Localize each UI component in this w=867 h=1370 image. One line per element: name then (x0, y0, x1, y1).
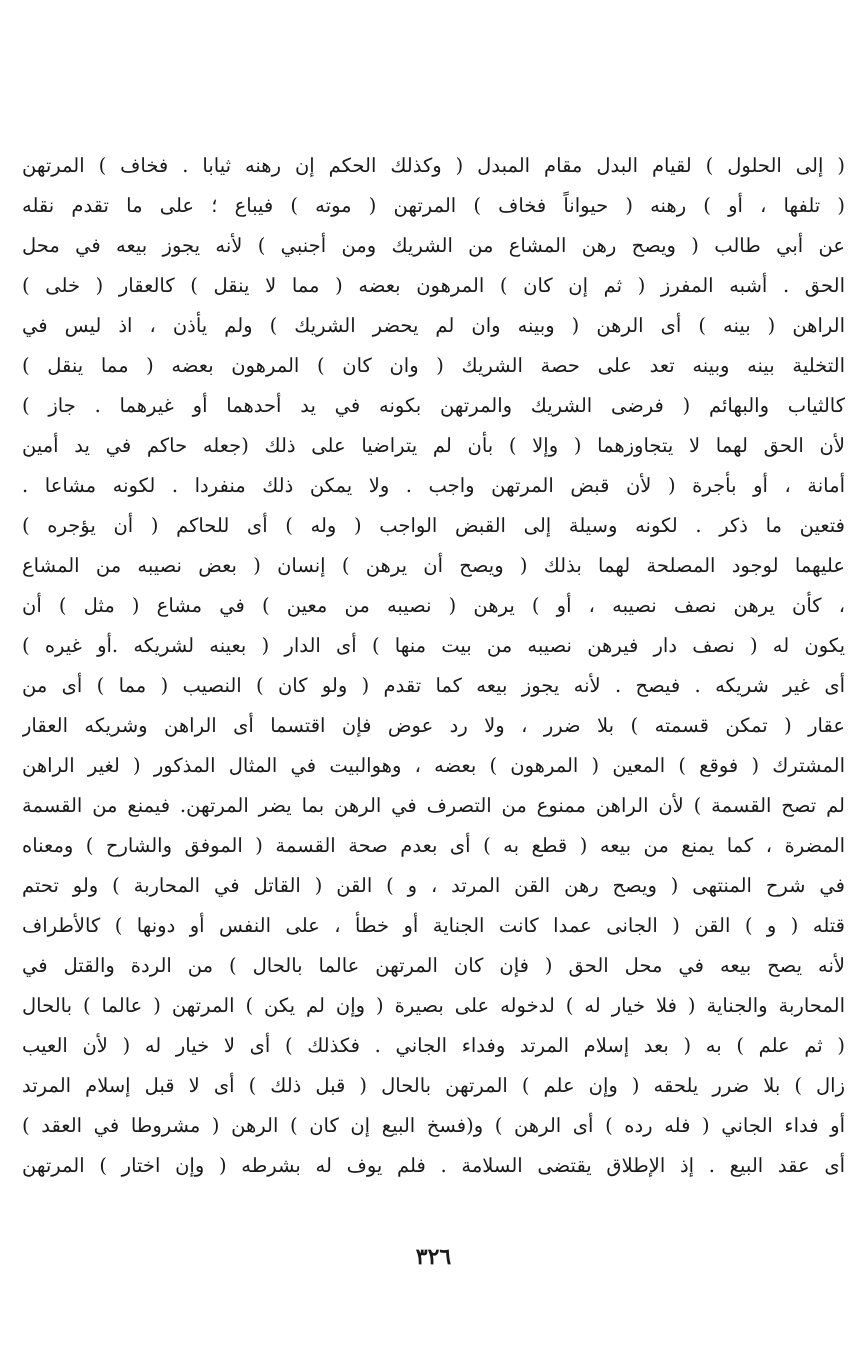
text-line: التخلية بينه وبينه تعد على حصة الشريك ( وان كان ) المرهون بعضه ( مما ينقل ) (22, 354, 845, 377)
text-line: يكون له ( نصف دار فيرهن نصيبه من بيت منها ) أى الدار ( بعينه لشريكه .أو غيره ) (22, 634, 845, 657)
text-line: زال ) بلا ضرر يلحقه ( وإن علم ) المرتهن بالحال ( قبل ذلك ) أى لا قبل إسلام المرتد (22, 1074, 845, 1097)
body-text (22, 146, 845, 1186)
text-line: لأن الحق لهما لا يتجاوزهما ( وإلا ) بأن لم يتراضيا على ذلك (جعله حاكم في يد أمين (22, 434, 845, 457)
text-line: عقار ( تمكن قسمته ) بلا ضرر ، ولا رد عوض فإن اقتسما أى الراهن وشريكه العقار (22, 714, 845, 737)
text-line: ( تلفها ، أو ) رهنه ( حيواناً فخاف ) المرتهن ( موته ) فيباع ؛ على ما تقدم نقله (22, 194, 845, 217)
text-line: فتعين ما ذكر . لكونه وسيلة إلى القبض الواجب ( وله ) أى للحاكم ( أن يؤجره ) (22, 514, 845, 537)
text-line: المشترك ( فوقع ) المعين ( المرهون ) بعضه ، وهوالبيت في المثال المذكور ( لغير الراهن (22, 754, 845, 777)
text-line: قتله ( و ) القن ( الجانى عمدا كانت الجناية أو خطأ ، على النفس أو دونها ) كالأطراف (22, 914, 845, 937)
text-line: عن أبي طالب ( ويصح رهن المشاع من الشريك ومن أجنبي ) لأنه يجوز بيعه في محل (22, 234, 845, 257)
text-line: أى عقد البيع . إذ الإطلاق يقتضى السلامة . فلم يوف له بشرطه ( وإن اختار ) المرتهن (22, 1154, 845, 1177)
text-line: أو فداء الجاني ( فله رده ) أى الرهن ) و(فسخ البيع إن كان ) الرهن ( مشروطا في العقد ) (22, 1114, 845, 1137)
text-line: أمانة ، أو بأجرة ( لأن قبض المرتهن واجب . ولا يمكن ذلك منفردا . لكونه مشاعا . (22, 474, 845, 497)
text-line: عليهما لوجود المصلحة لهما بذلك ( ويصح أن يرهن ) إنسان ( بعض نصيبه من المشاع (22, 554, 845, 577)
text-line: ، كأن يرهن نصف نصيبه ، أو ) يرهن ( نصيبه من معين ) في مشاع ( مثل ) أن (22, 594, 845, 617)
page-number: ٣٢٦ (415, 1244, 452, 1270)
text-line: الراهن ( بينه ) أى الرهن ( وبينه وان لم يحضر الشريك ) ولم يأذن ، اذ ليس في (22, 314, 845, 337)
text-line: ( إلى الحلول ) لقيام البدل مقام المبدل ( وكذلك الحكم إن رهنه ثيابا . فخاف ) المرتهن (22, 154, 845, 177)
text-line: في شرح المنتهى ( ويصح رهن القن المرتد ، و ) القن ( القاتل في المحاربة ) ولو تحتم (22, 874, 845, 897)
text-line: كالثياب والبهائم ( فرضى الشريك والمرتهن بكونه في يد أحدهما أو غيرهما . جاز ) (22, 394, 845, 417)
text-line: لم تصح القسمة ) لأن الراهن ممنوع من التصرف في الرهن بما يضر المرتهن. فيمنع من القسمة (22, 794, 845, 817)
text-line: ( ثم علم ) به ( بعد إسلام المرتد وفداء الجاني . فكذلك ) أى لا خيار له ( لأن العيب (22, 1034, 845, 1057)
text-line: الحق . أشبه المفرز ( ثم إن كان ) المرهون بعضه ( مما لا ينقل ) كالعقار ( خلى ) (22, 274, 845, 297)
text-line: لأنه يصح بيعه في محل الحق ( فإن كان المرتهن عالما بالحال ) من الردة والقتل في (22, 954, 845, 977)
text-line: المضرة ، كما يمنع من بيعه ( قطع به ) أى بعدم صحة القسمة ( الموفق والشارح ) ومعناه (22, 834, 845, 857)
text-line: المحاربة والجناية ( فلا خيار له ) لدخوله على بصيرة ( وإن لم يكن ) المرتهن ( عالما ) بالحال (22, 994, 845, 1017)
text-line: أى غير شريكه . فيصح . لأنه يجوز بيعه كما تقدم ( ولو كان ) النصيب ( مما ) أى من (22, 674, 845, 697)
